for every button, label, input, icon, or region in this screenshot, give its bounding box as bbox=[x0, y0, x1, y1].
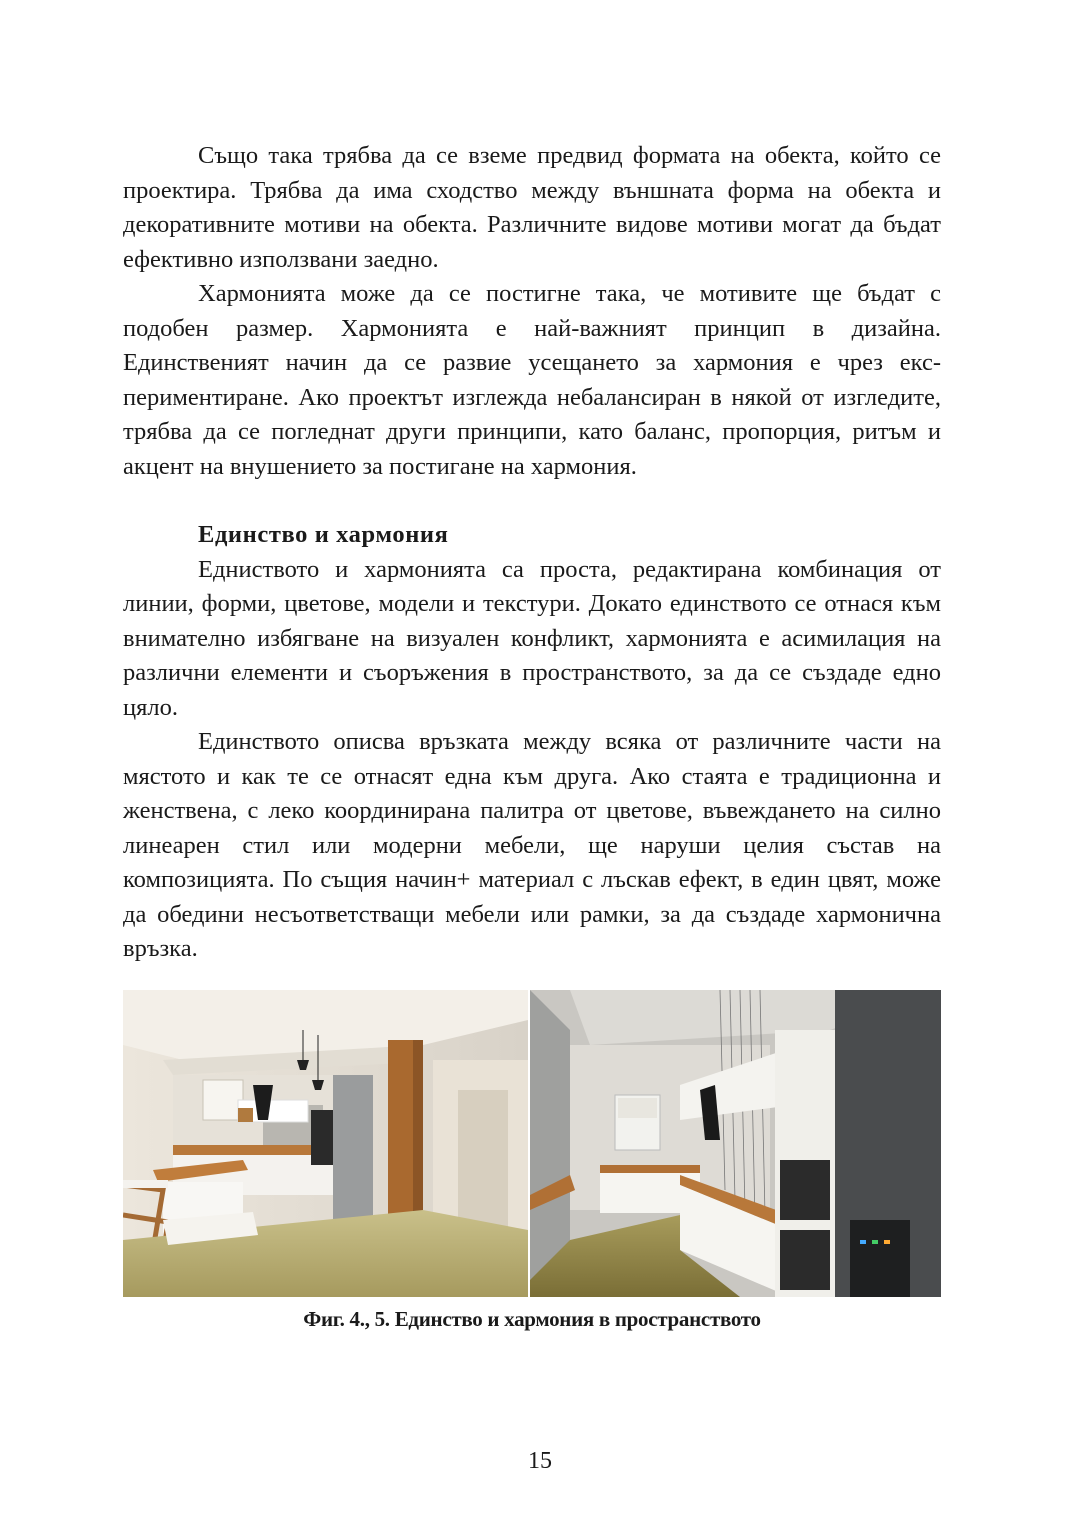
main-text bbox=[123, 139, 941, 967]
paragraph-1: Също така трябва да се вземе предвид формата на обекта, който се проектира. Трябва да има сходство между външната форма на обекта и декоративните мотиви на обекта. Различните видове мотиви могат да бъдат ефективно използвани заедно. bbox=[123, 142, 941, 273]
figure-caption: Фиг. 4., 5. Единство и хармония в пространството bbox=[303, 1307, 761, 1331]
paragraph-4: Единството описва връзката между всяка от различните части на мястото и как те се отнасят една към друга. Ако стаята е традиционна и женствена, с леко координирана палитра от цветове, въвеждането на силно линеарен стил или модерни мебели, ще наруши целия състав на композицията. По същия начин+ материал с лъскав ефект, в един цвят, може да обедини несъответстващи мебели или рамки, за да създаде хармонична връзка. bbox=[123, 728, 941, 962]
paragraph-2: Хармонията може да се постигне така, че мотивите ще бъдат с подобен размер. Хармонията е най-важният принцип в дизайна. Единственият начин да се развие усещането за хармония е чрез експериментиране. Ако проектът изглежда небалансиран в някой от изгледите, трябва да се погледнат други принципи, като баланс, пропорция, ритъм и акцент на внушението за постигане на хармония. bbox=[123, 280, 941, 480]
kitchen-photo-left bbox=[123, 990, 528, 1297]
figure-images bbox=[123, 990, 941, 1297]
page-number: 15 bbox=[528, 1448, 552, 1474]
section-heading: Единство и хармония bbox=[198, 521, 449, 548]
paragraph-3: Едниството и хармонията са проста, редактирана комбинация от линии, форми, цветове, модели и текстури. Докато единството се отнася към внимателно избягване на визуален конфликт, хармонията е асимилация на различни елементи и съоръжения в пространството, за да се създаде едно цяло. bbox=[123, 555, 941, 721]
kitchen-photo-right bbox=[530, 990, 941, 1297]
